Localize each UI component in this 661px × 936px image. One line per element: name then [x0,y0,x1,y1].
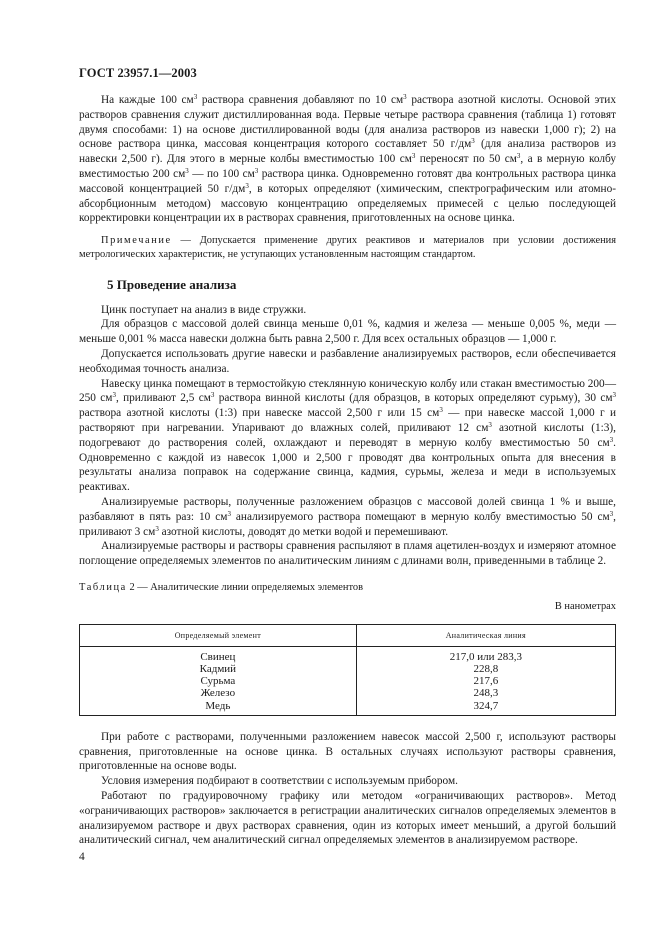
table-2-caption: Таблица 2 — Аналитические линии определяемых элементов [79,581,363,593]
page-number: 4 [79,851,85,863]
paragraph-measurement-conditions: Условия измерения подбирают в соответствии с используемым прибором. [101,775,458,788]
table-cell-element: Сурьма [80,675,357,687]
table-2-units: В нанометрах [554,600,616,612]
table-cell-line: 217,0 или 283,3 [356,646,615,663]
table-2-analytical-lines [79,624,616,716]
table-row [80,646,616,663]
table-header-line: Аналитическая линия [356,624,615,646]
paragraph-reference-choice: При работе с растворами, полученными разложением навесок массой 2,500 г, используют растворы сравнения, приготовленные на основе цинка. В остальных случаях используют растворы сравнения, приготовленные на основе воды. [79,730,616,773]
section-5-title: 5 Проведение анализа [107,276,237,292]
paragraph-sample-form: Цинк поступает на анализ в виде стружки. [101,303,307,316]
standard-header: ГОСТ 23957.1—2003 [79,66,197,80]
paragraph-bracketing-method: Работают по градуировочному графику или методом «ограничивающих растворов». Метод «ограничивающих растворов» заключается в регистрации аналитических сигналов определяемых элементов в анализируемом растворе и двух растворах сравнения, один из которых имеет меньший, а другой больший аналитический сигнал, чем аналитический сигнал определяемых элементов в анализируемом растворе. [79,789,616,847]
table-header-element: Определяемый элемент [80,624,357,646]
table-cell-element: Кадмий [80,663,357,675]
table-row [80,663,616,675]
paragraph-alternative-mass: Допускается использовать другие навески и разбавление анализируемых растворов, если обеспечивается необходимая точность анализа. [79,347,616,375]
table-cell-line: 248,3 [356,687,615,699]
table-row [80,700,616,716]
paragraph-dissolution: Навеску цинка помещают в термостойкую стеклянную коническую колбу или стакан вместимостью 200—250 $см^3$, приливают 2,5 $см^3$ раствора винной кислоты (для образцов, в которых определяют сурьму), 30 $см^3$ раствора азотной кислоты (1:3) при навеске массой 2,500 г или 15 $см^3$ — при навеске массой 1,000 г и растворяют при нагревании. Упаривают до влажных солей, приливают 12 $см^3$ азотной кислоты (1:3), подогревают до растворения солей, охлаждают и переводят в мерную колбу вместимостью 50 $см^3$. Одновременно с каждой из навесок 1,000 и 2,500 г проводят два контрольных опыта для внесения в результаты анализа поправок на содержание свинца, кадмия, сурьмы, железа и меди в используемых реактивах. [79,377,617,494]
table-cell-line: 217,6 [356,675,615,687]
table-cell-element: Железо [80,687,357,699]
paragraph-reference-solutions: На каждые 100 $см^3$ раствора сравнения добавляют по 10 $см^3$ раствора азотной кислоты. Основой этих растворов сравнения служит дистиллированная вода. Первые четыре раствора сравнения (таблица 1) готовят двумя способами: 1) на основе дистиллированной воды (для анализа растворов из навески 1,000 г); 2) на основе раствора цинка, массовая концентрация которого составляет 50 $г/дм^3$ (для анализа растворов из навески 2,500 г). Для этого в мерные колбы вместимостью 100 $см^3$ переносят по 50 $см^3$, а в мерную колбу вместимостью 200 $см^3$ — по 100 $см^3$ раствора цинка. Одновременно готовят два контрольных раствора цинка массовой концентрацией 50 $г/дм^3$, в которых определяют (химическим, спектрографическим или атомно-абсорбционным методом) массовую концентрацию определяемых примесей с целью последующей корректировки концентрации их в растворах сравнения, приготовленных на основе цинка. [79,93,617,225]
note-paragraph: Примечание — Допускается применение других реактивов и материалов при условии достижения метрологических характеристик, не уступающих установленным настоящим стандартом. [79,235,616,260]
table-cell-line: 324,7 [356,700,615,716]
paragraph-measurement: Анализируемые растворы и растворы сравнения распыляют в пламя ацетилен-воздух и измеряют атомное поглощение определяемых элементов по аналитическим линиям с длинами волн, приведенными в таблице 2. [79,540,616,568]
table-row [80,675,616,687]
paragraph-sample-mass: Для образцов с массовой долей свинца меньше 0,01 %, кадмия и железа — меньше 0,005 %, меди — меньше 0,001 % масса навески должна быть равна 2,500 г. Для всех остальных образцов — 1,000 г. [79,318,616,346]
table-cell-line: 228,8 [356,663,615,675]
note-label: Примечание [101,235,172,247]
page-content [79,93,616,848]
paragraph-dilution: Анализируемые растворы, полученные разложением образцов с массовой долей свинца 1 % и выше, разбавляют в пять раз: 10 $см^3$ анализируемого раствора помещают в мерную колбу вместимостью 50 $см^3$, приливают 3 $см^3$ азотной кислоты, доводят до метки водой и перемешивают. [79,495,616,538]
table-row [80,687,616,699]
table-cell-element: Медь [80,700,357,716]
table-cell-element: Свинец [80,646,357,663]
